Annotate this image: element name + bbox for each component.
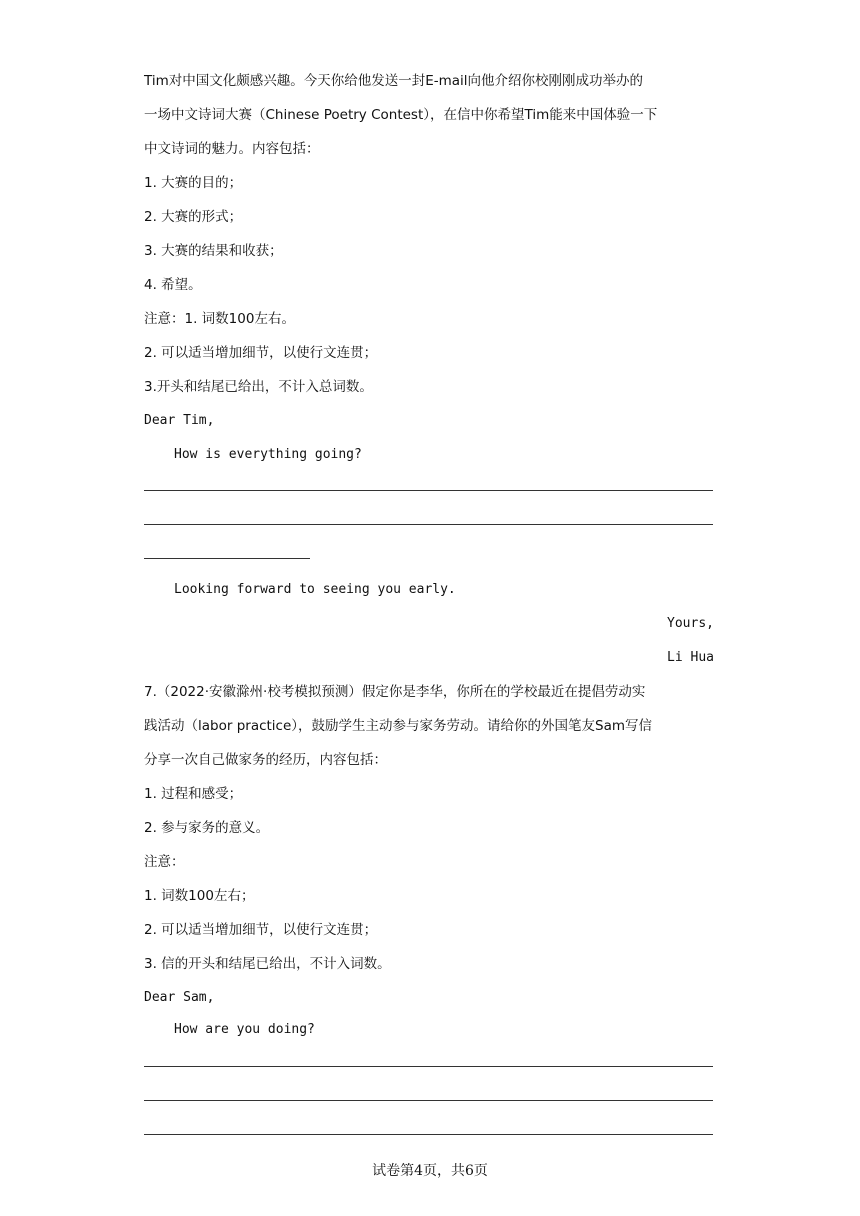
task7-para-line-3: 分享一次自己做家务的经历，内容包括： [144,752,387,768]
task6-para-line-1: Tim对中国文化颇感兴趣。今天你给他发送一封E-mail向他介绍你校刚刚成功举办的 [144,73,644,89]
task6-note-3: 3.开头和结尾已给出，不计入总词数。 [144,379,373,395]
task6-para-line-2: 一场中文诗词大赛（Chinese Poetry Contest），在信中你希望Tim能来中国体验一下 [144,107,658,123]
answer-line [144,524,713,525]
task7-note-3: 3. 信的开头和结尾已给出，不计入词数。 [144,956,391,972]
answer-line [144,1066,713,1067]
task7-point-1: 1. 过程和感受； [144,786,243,802]
task6-signoff: Yours, [667,616,714,631]
task6-closing: Looking forward to seeing you early. [174,582,456,597]
task7-point-2: 2. 参与家务的意义。 [144,820,270,836]
answer-line [144,558,310,559]
task6-point-4: 4. 希望。 [144,277,202,293]
answer-line [144,490,713,491]
task7-opening: How are you doing? [174,1022,315,1037]
answer-line [144,1134,713,1135]
task6-greeting: Dear Tim, [144,413,215,428]
task6-para-line-3: 中文诗词的魅力。内容包括： [144,141,320,157]
task7-note-1: 1. 词数100左右； [144,888,255,904]
task6-point-3: 3. 大赛的结果和收获； [144,243,283,259]
task6-opening: How is everything going? [174,447,362,462]
task6-point-2: 2. 大赛的形式； [144,209,243,225]
task7-para-line-2: 践活动（labor practice），鼓励学生主动参与家务劳动。请给你的外国笔友Sam写信 [144,718,653,734]
task6-note-1: 注意：1. 词数100左右。 [144,311,295,327]
task6-point-1: 1. 大赛的目的； [144,175,243,191]
page-footer: 试卷第4页，共6页 [372,1163,488,1179]
answer-line [144,1100,713,1101]
task7-para-line-1: 7.（2022·安徽滁州·校考模拟预测）假定你是李华，你所在的学校最近在提倡劳动实 [144,684,646,700]
task7-greeting: Dear Sam, [144,990,215,1005]
task7-notes-title: 注意： [144,854,185,870]
task6-name: Li Hua [667,650,714,665]
task7-note-2: 2. 可以适当增加细节，以使行文连贯； [144,922,378,938]
task6-note-2: 2. 可以适当增加细节，以使行文连贯； [144,345,378,361]
